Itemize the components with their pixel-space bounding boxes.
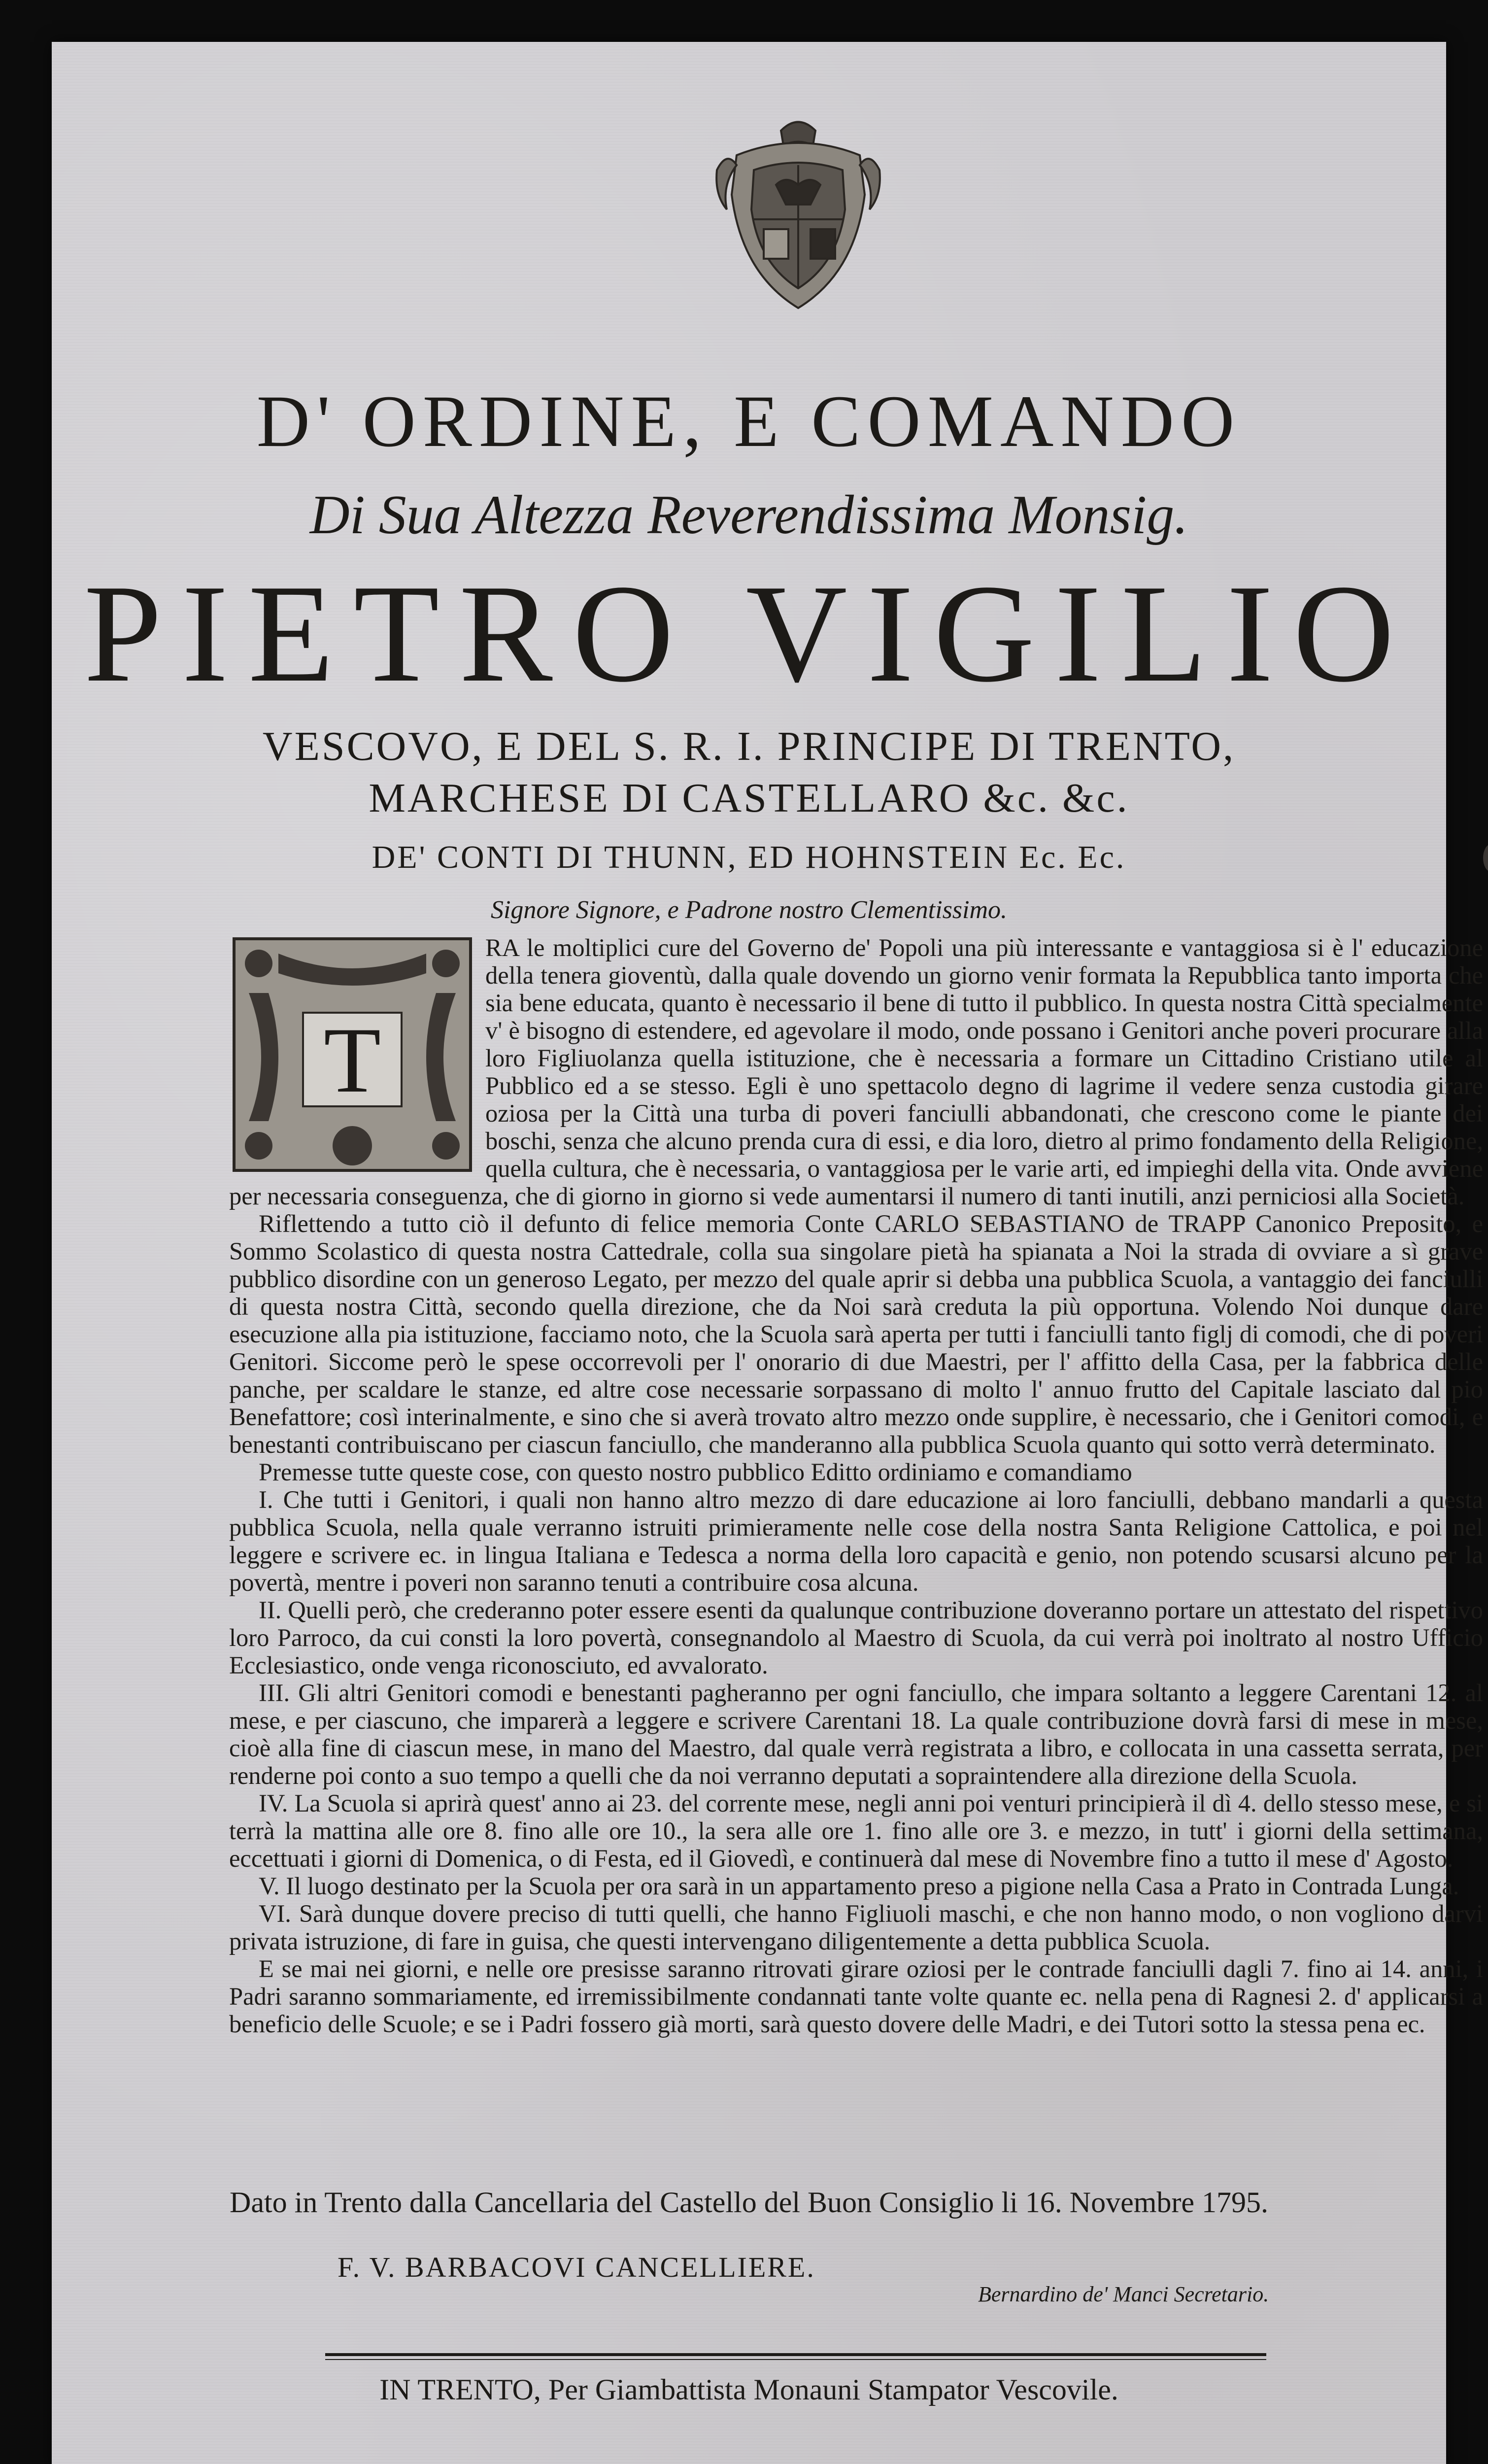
initial-letter: T <box>323 1009 381 1112</box>
heading-ordine: D' ORDINE, E COMANDO <box>256 380 1242 462</box>
edict-body <box>229 934 1483 2038</box>
article-1: I. Che tutti i Genitori, i quali non hanno altro mezzo di dare educazione ai loro fanciulli, debbano mandarli a questa pubblica Scuola, nella quale verranno istruiti primieramente nelle cose della nostra Santa Religione Cattolica, e poi nel leggere e scrivere ec. in lingua Italiana e Tedesca a norma della loro capacità e genio, non potendo scusarsi alcuno per la povertà, mentre i poveri non saranno tenuti a contribuire cosa alcuna. <box>229 1486 1483 1596</box>
heading-title-conti: DE' CONTI DI THUNN, ED HOHNSTEIN Ec. Ec. <box>372 839 1126 875</box>
heading-name: PIETRO VIGILIO <box>84 555 1414 711</box>
coat-of-arms-icon <box>707 111 889 318</box>
article-3: III. Gli altri Genitori comodi e benestanti pagheranno per ogni fanciullo, che impara soltanto a leggere Carentani 12. al mese, e per ciascuno, che imparerà a leggere e scrivere Carentani 18. La quale contribuzione dovrà farsi di mese in mese, cioè alla fine di ciascun mese, in mano del Maestro, dal quale verrà registrata a libro, e collocata in una cassetta serrata, per renderne poi conto a suo tempo a quelli che da noi verranno deputati a sopraintendere alla direzione della Scuola. <box>229 1679 1483 1789</box>
heading-title-marchese: MARCHESE DI CASTELLARO &c. &c. <box>369 775 1129 821</box>
printer-imprint: IN TRENTO, Per Giambattista Monauni Stampator Vescovile. <box>379 2373 1118 2406</box>
ornament-icon <box>229 934 475 1175</box>
heading-salutation: Signore Signore, e Padrone nostro Clementissimo. <box>490 896 1008 924</box>
ink-stain <box>1483 844 1488 872</box>
article-4: IV. La Scuola si aprirà quest' anno ai 23. del corrente mese, negli anni poi venturi principierà il dì 4. dello stesso mese, e si terrà la mattina alle ore 8. fino alle ore 10., la sera alle ore 1. fino alle ore 3. e mezzo, in tutt' i giorni della settimana, eccettuati i giorni di Domenica, o di Festa, ed il Giovedì, e continuerà dal mese di Novembre fino a tutto il mese d' Agosto. <box>229 1789 1483 1872</box>
divider-rule-thin <box>325 2359 1266 2360</box>
chancellor-signature: F. V. BARBACOVI CANCELLIERE. <box>338 2251 815 2283</box>
date-line: Dato in Trento dalla Cancellaria del Castello del Buon Consiglio li 16. Novembre 1795. <box>229 2186 1269 2219</box>
article-6: VI. Sarà dunque dovere preciso di tutti quelli, che hanno Figliuoli maschi, e che non hanno modo, o non vogliono darvi privata istruzione, di fare in guisa, che questi intervengano diligentemente a detta pubblica Scuola. <box>229 1900 1483 1955</box>
secretary-signature: Bernardino de' Manci Secretario. <box>978 2282 1269 2306</box>
paragraph-riflettendo: Riflettendo a tutto ciò il defunto di felice memoria Conte CARLO SEBASTIANO de TRAPP Canonico Preposito, e Sommo Scolastico di questa nostra Cattedrale, colla sua singolare pietà ha spianata a Noi la strada di ovviare a sì grave pubblico disordine con un generoso Legato, per mezzo del quale aprir si debba una pubblica Scuola, a vantaggio dei fanciulli di questa nostra Città, secondo quella direzione, che da Noi sarà creduta la più opportuna. Volendo Noi dunque dare esecuzione alla pia istituzione, facciamo noto, che la Scuola sarà aperta per tutti i fanciulli tanto figlj di comodi, che di poveri Genitori. Siccome però le spese occorrevoli per l' onorario di due Maestri, per l' affitto della Casa, per la fabbrica delle panche, per scaldare le stanze, ed altre cose necessarie sorpassano di molto l' annuo frutto del Capitale lasciato dal pio Benefattore; così interinalmente, e sino che si averà trovato altro mezzo onde supplire, è necessario, che i Genitori comodi, e benestanti contribuiscano per ciascun fanciullo, che manderanno alla pubblica Scuola quanto qui sotto verrà determinato. <box>229 1210 1483 1458</box>
paragraph-intro: RA le moltiplici cure del Governo de' Popoli una più interessante e vantaggiosa si è l' educazione della tenera gioventù, dalla quale dovendo un giorno venir formata la Repubblica tanto importa che sia bene educata, quanto è necessario il bene di tutto il pubblico. In questa nostra Città specialmente v' è bisogno di estendere, ed agevolare il modo, onde possano i Genitori anche poveri procurare alla loro Figliuolanza quella istituzione, che è necessaria a formare un Cittadino Cristiano utile al Pubblico ed a se stesso. Egli è uno spettacolo degno di lagrime il vedere senza custodia girare oziosa per la Città una turba di poveri fanciulli abbandonati, che crescono come le piante dei boschi, senza che alcuno prenda cura di essi, e dia loro, dietro al primo fondamento della Religione, quella cultura, che è necessaria, o vantaggiosa per le varie arti, ed impieghi della vita. Onde avviene per necessaria conseguenza, che di giorno in giorno si vede aumentarsi il numero di tanti inutili, anzi perniciosi alla Società. <box>229 934 1483 1210</box>
paragraph-premesse: Premesse tutte queste cose, con questo nostro pubblico Editto ordiniamo e comandiamo <box>259 1458 1132 1486</box>
paragraph-penalty: E se mai nei giorni, e nelle ore presisse saranno ritrovati girare oziosi per le contrade fanciulli dagli 7. fino ai 14. anni, i Padri saranno sommariamente, ed irremissibilmente condannati tante volte quante ec. nella pena di Ragnesi 2. d' applicarsi a beneficio delle Scuole; e se i Padri fossero già morti, sarà questo dovere delle Madri, e dei Tutori sotto la stessa pena ec. <box>229 1955 1483 2038</box>
article-5: V. Il luogo destinato per la Scuola per ora sarà in un appartamento preso a pigione nella Casa a Prato in Contrada Lunga. <box>259 1872 1459 1900</box>
decorated-initial <box>229 934 475 1175</box>
heading-altezza: Di Sua Altezza Reverendissima Monsig. <box>309 484 1188 546</box>
heading-title-bishop: VESCOVO, E DEL S. R. I. PRINCIPE DI TRENTO, <box>262 723 1236 769</box>
document-sheet <box>52 42 1483 2464</box>
article-2: II. Quelli però, che crederanno poter essere esenti da qualunque contribuzione doveranno portare un attestato del rispettivo loro Parroco, da cui consti la loro povertà, consegnandolo al Maestro di Scuola, da cui verrà poi inoltrato al nostro Ufficio Ecclesiastico, onde venga riconosciuto, ed avvalorato. <box>229 1596 1483 1679</box>
divider-rule <box>325 2353 1266 2356</box>
